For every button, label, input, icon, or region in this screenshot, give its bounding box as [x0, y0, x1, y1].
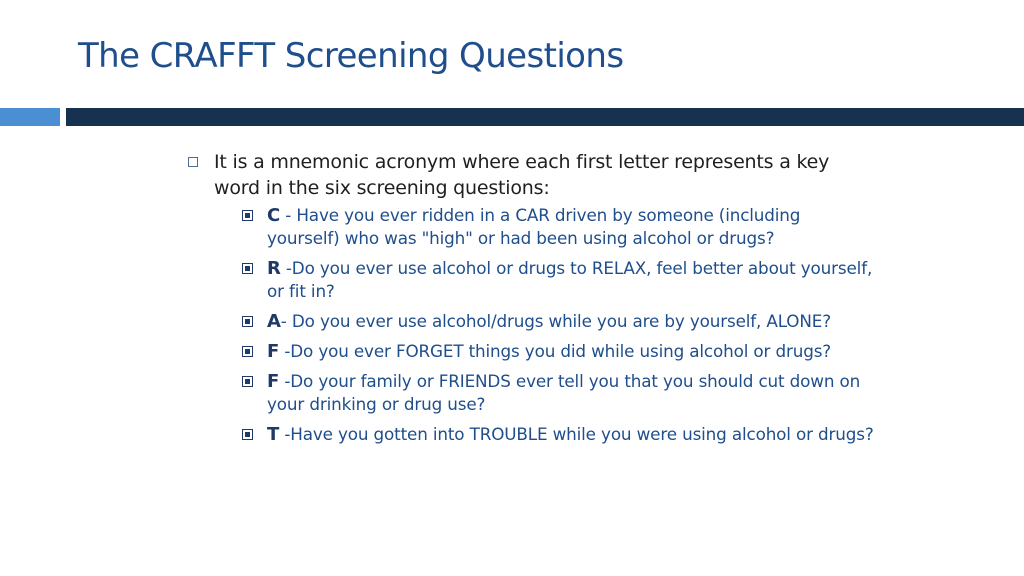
question-item-r: [242, 257, 878, 303]
question-text: -Have you gotten into TROUBLE while you were using alcohol or drugs?: [279, 424, 874, 444]
question-item-f-forget: [242, 340, 878, 363]
question-item-a: [242, 310, 878, 333]
question-text: -Do you ever FORGET things you did while using alcohol or drugs?: [279, 341, 832, 361]
main-bullet-item: [188, 149, 878, 201]
crafft-question-list: [188, 204, 878, 446]
question-text: -Do your family or FRIENDS ever tell you that you should cut down on your drinking or drug use?: [267, 371, 861, 414]
slide-body: [188, 149, 878, 453]
accent-bar-light: [0, 108, 60, 126]
main-bullet-text: It is a mnemonic acronym where each first letter represents a key word in the six screening questions:: [214, 151, 830, 199]
question-letter: F: [267, 371, 280, 392]
question-letter: C: [267, 205, 281, 226]
question-item-c: [242, 204, 878, 250]
slide-title: The CRAFFT Screening Questions: [78, 36, 624, 76]
boxed-square-bullet-icon: [242, 263, 253, 274]
question-item-f-friends: [242, 370, 878, 416]
question-letter: T: [267, 424, 280, 445]
question-text: - Do you ever use alcohol/drugs while you are by yourself, ALONE?: [280, 311, 831, 331]
boxed-square-bullet-icon: [242, 346, 253, 357]
boxed-square-bullet-icon: [242, 210, 253, 221]
question-text: - Have you ever ridden in a CAR driven by someone (including yourself) who was "high" or had been using alcohol or drugs?: [267, 205, 801, 248]
boxed-square-bullet-icon: [242, 429, 253, 440]
question-letter: A: [267, 311, 281, 332]
question-letter: F: [267, 341, 280, 362]
question-item-t: [242, 423, 878, 446]
accent-bar-dark: [66, 108, 1024, 126]
hollow-square-bullet-icon: [188, 157, 198, 167]
boxed-square-bullet-icon: [242, 316, 253, 327]
boxed-square-bullet-icon: [242, 376, 253, 387]
question-text: -Do you ever use alcohol or drugs to RELAX, feel better about yourself, or fit in?: [267, 258, 873, 301]
question-letter: R: [267, 258, 281, 279]
